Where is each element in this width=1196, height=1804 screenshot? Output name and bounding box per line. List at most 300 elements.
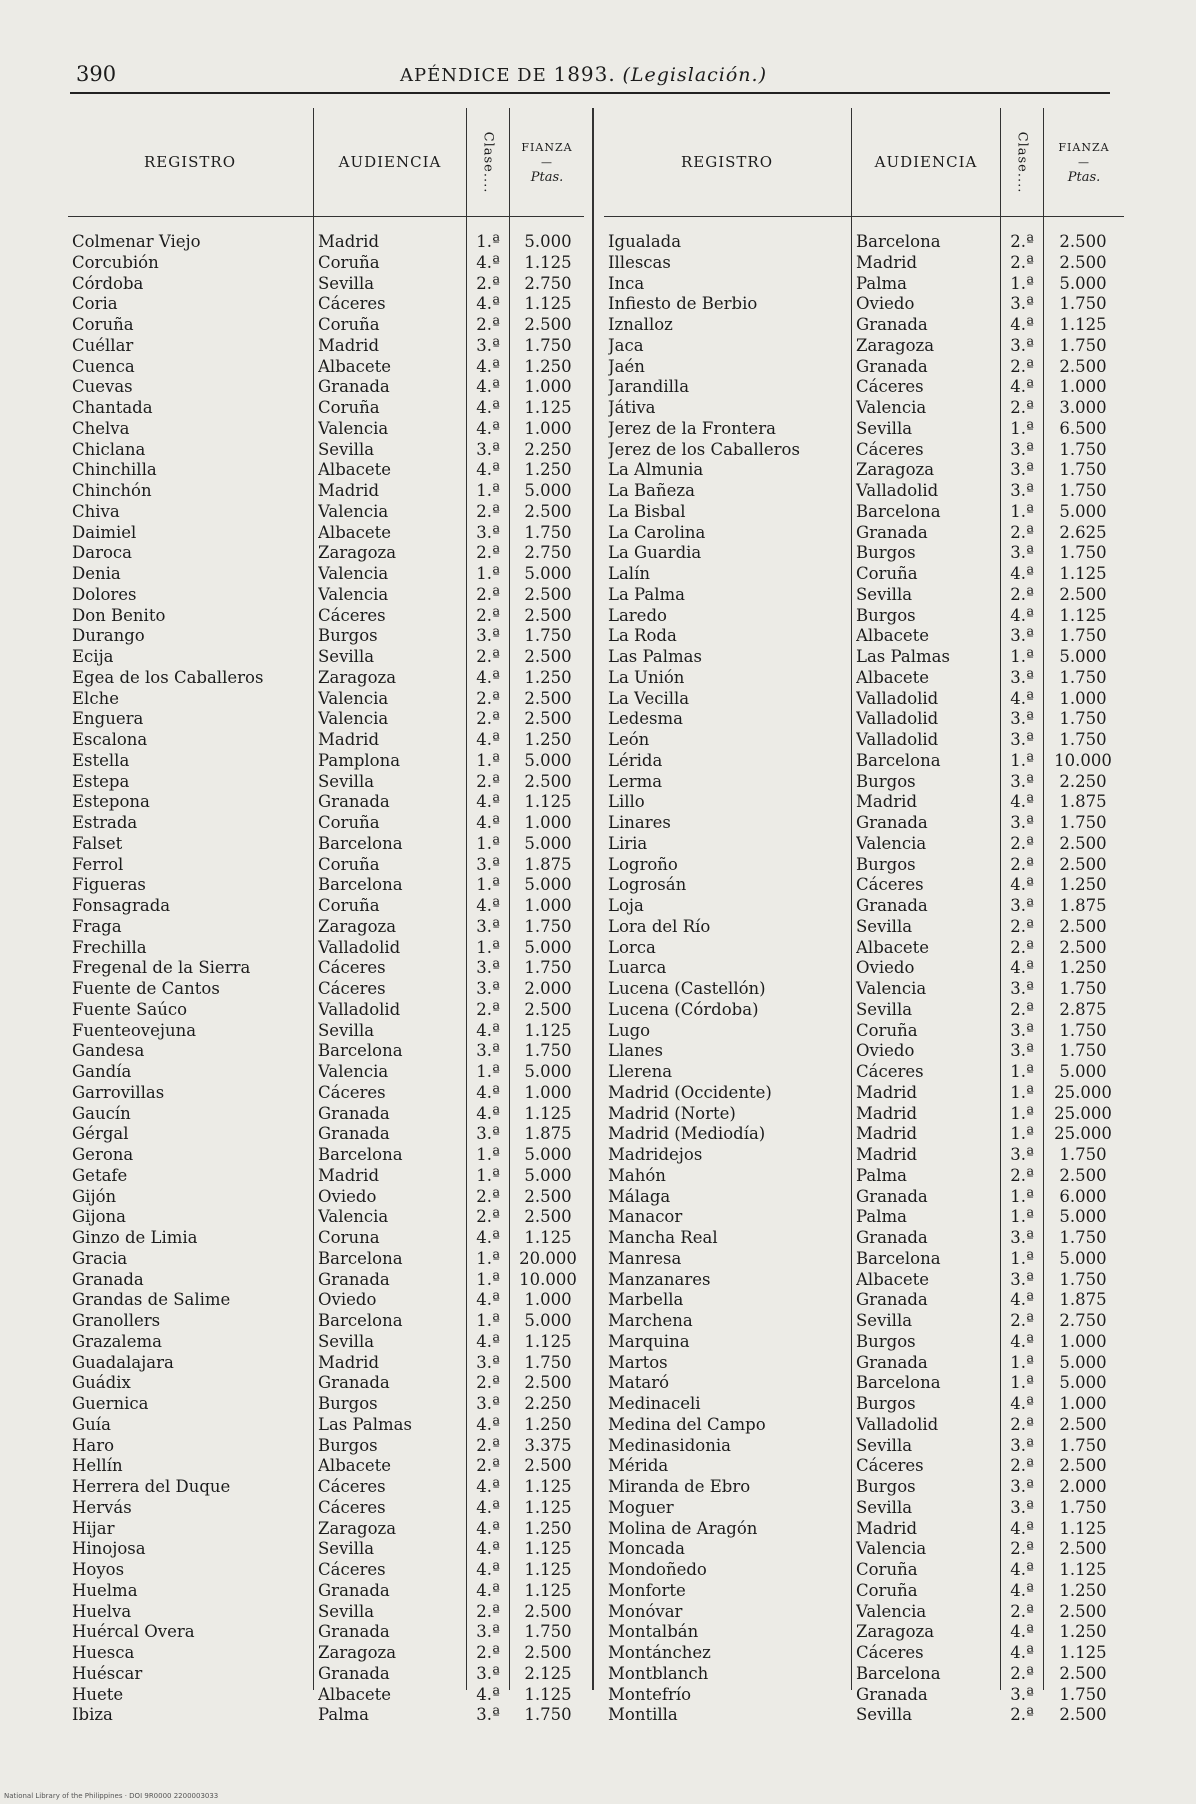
audiencia-cell: Zaragoza xyxy=(856,460,935,480)
fianza-cell: 1.125 xyxy=(524,1331,572,1351)
fianza-cell: 1.125 xyxy=(524,294,572,314)
clase-cell: 2.ª xyxy=(1010,1165,1034,1185)
clase-cell: 3.ª xyxy=(1010,335,1034,355)
audiencia-cell: Burgos xyxy=(318,1435,378,1455)
audiencia-cell: Sevilla xyxy=(856,916,913,936)
clase-cell: 3.ª xyxy=(1010,1020,1034,1040)
clase-cell: 2.ª xyxy=(476,1601,500,1621)
table-row xyxy=(604,1498,1124,1519)
clase-cell: 3.ª xyxy=(476,626,500,646)
fianza-cell: 2.750 xyxy=(524,543,572,563)
audiencia-cell: Cáceres xyxy=(856,1062,924,1081)
registro-cell: Laredo xyxy=(608,605,667,625)
registro-cell: Hellín xyxy=(72,1456,123,1476)
registro-cell: Haro xyxy=(72,1435,115,1455)
fianza-cell: 5.000 xyxy=(1059,1248,1107,1268)
clase-cell: 1.ª xyxy=(476,1248,500,1268)
audiencia-cell: Madrid xyxy=(318,1352,380,1372)
fianza-cell: 1.000 xyxy=(1059,688,1107,708)
fianza-cell: 2.500 xyxy=(1059,854,1107,874)
table-row xyxy=(604,543,1124,564)
fianza-cell: 2.875 xyxy=(1059,999,1107,1019)
clase-cell: 4.ª xyxy=(1010,875,1034,895)
table-row xyxy=(68,1539,584,1560)
table-row xyxy=(68,751,584,772)
table-row xyxy=(604,855,1124,876)
registro-cell: Montalbán xyxy=(608,1622,699,1642)
audiencia-cell: Pamplona xyxy=(318,750,401,770)
registro-cell: Chinchón xyxy=(72,481,152,500)
table-row xyxy=(68,689,584,710)
table-row xyxy=(604,336,1124,357)
registro-cell: Lillo xyxy=(608,792,645,812)
audiencia-cell: Granada xyxy=(856,1290,928,1310)
clase-cell: 3.ª xyxy=(1010,543,1034,563)
clase-cell: 4.ª xyxy=(476,356,500,376)
col-fianza-label: FIANZA xyxy=(521,140,573,154)
audiencia-cell: Coruña xyxy=(318,398,380,417)
clase-cell: 2.ª xyxy=(476,605,500,625)
fianza-cell: 1.125 xyxy=(524,1020,572,1040)
table-row xyxy=(604,1602,1124,1623)
audiencia-cell: Coruña xyxy=(318,854,380,874)
fianza-cell: 1.750 xyxy=(1059,1269,1107,1289)
fianza-cell: 1.250 xyxy=(524,1518,572,1538)
left-table-body xyxy=(68,232,584,1726)
registro-cell: Madrid (Occidente) xyxy=(608,1082,772,1102)
clase-cell: 3.ª xyxy=(476,958,500,978)
table-row xyxy=(604,1519,1124,1540)
registro-cell: Gijona xyxy=(72,1207,126,1227)
table-row xyxy=(68,1083,584,1104)
table-row xyxy=(604,606,1124,627)
registro-cell: Coria xyxy=(72,294,118,314)
clase-cell: 2.ª xyxy=(476,771,500,791)
audiencia-cell: Madrid xyxy=(856,1124,918,1144)
table-row xyxy=(604,1021,1124,1042)
col-fianza-right-label: FIANZA xyxy=(1058,140,1110,154)
clase-cell: 2.ª xyxy=(476,1207,500,1227)
table-row xyxy=(68,1207,584,1228)
fianza-cell: 1.750 xyxy=(524,626,572,646)
clase-cell: 2.ª xyxy=(1010,916,1034,936)
clase-cell: 3.ª xyxy=(1010,1041,1034,1061)
table-row xyxy=(68,813,584,834)
clase-cell: 1.ª xyxy=(476,1145,500,1164)
fianza-cell: 1.125 xyxy=(1059,1643,1107,1662)
audiencia-cell: Zaragoza xyxy=(318,543,397,563)
fianza-cell: 5.000 xyxy=(524,1062,572,1081)
table-row xyxy=(68,668,584,689)
audiencia-cell: Cáceres xyxy=(318,605,386,625)
registro-cell: Hijar xyxy=(72,1518,115,1538)
table-row xyxy=(604,1622,1124,1643)
table-row xyxy=(604,834,1124,855)
audiencia-cell: Cáceres xyxy=(856,1643,924,1662)
left-table xyxy=(68,108,584,1725)
col-registro-right: REGISTRO xyxy=(680,153,774,171)
clase-cell: 3.ª xyxy=(476,1622,500,1642)
audiencia-cell: Sevilla xyxy=(856,1497,913,1517)
audiencia-cell: Sevilla xyxy=(856,999,913,1019)
table-row xyxy=(68,1664,584,1685)
clase-cell: 2.ª xyxy=(476,1643,500,1662)
table-row xyxy=(68,1124,584,1145)
fianza-cell: 2.500 xyxy=(1059,1456,1107,1476)
registro-cell: Granada xyxy=(72,1269,144,1289)
audiencia-cell: Sevilla xyxy=(856,418,913,438)
fianza-cell: 1.125 xyxy=(524,1560,572,1579)
table-row xyxy=(604,730,1124,751)
fianza-cell: 2.500 xyxy=(524,1643,572,1662)
fianza-cell: 1.125 xyxy=(1059,1560,1107,1579)
clase-cell: 3.ª xyxy=(1010,439,1034,459)
audiencia-cell: Albacete xyxy=(856,937,929,957)
fianza-cell: 1.750 xyxy=(1059,481,1107,500)
clase-cell: 4.ª xyxy=(476,460,500,480)
table-row xyxy=(68,626,584,647)
registro-cell: Linares xyxy=(608,813,671,832)
table-row xyxy=(68,1021,584,1042)
table-row xyxy=(68,792,584,813)
title-year: 1893. xyxy=(553,62,616,86)
fianza-cell: 5.000 xyxy=(524,1145,572,1164)
table-row xyxy=(604,875,1124,896)
table-row xyxy=(68,1602,584,1623)
fianza-cell: 1.750 xyxy=(524,1622,572,1642)
fianza-cell: 2.500 xyxy=(524,1186,572,1206)
fianza-cell: 5.000 xyxy=(524,232,572,251)
clase-cell: 1.ª xyxy=(476,875,500,895)
audiencia-cell: Madrid xyxy=(318,481,380,500)
table-row xyxy=(68,232,584,253)
fianza-cell: 1.250 xyxy=(524,460,572,480)
registro-cell: Coruña xyxy=(72,315,134,334)
registro-cell: Garrovillas xyxy=(72,1082,165,1102)
audiencia-cell: Coruña xyxy=(856,1020,918,1040)
clase-cell: 4.ª xyxy=(476,252,500,272)
audiencia-cell: Granada xyxy=(318,1373,390,1393)
clase-cell: 1.ª xyxy=(1010,1124,1034,1144)
registro-cell: Lora del Río xyxy=(608,916,711,936)
col-clase-right-label: Clase.... xyxy=(1014,131,1030,193)
fianza-cell: 1.750 xyxy=(1059,543,1107,563)
audiencia-cell: Granada xyxy=(318,1269,390,1289)
fianza-cell: 1.250 xyxy=(524,730,572,749)
clase-cell: 4.ª xyxy=(476,1580,500,1600)
table-row xyxy=(604,647,1124,668)
fianza-cell: 1.750 xyxy=(524,1705,572,1725)
fianza-cell: 1.750 xyxy=(1059,460,1107,480)
audiencia-cell: Oviedo xyxy=(856,958,915,978)
clase-cell: 1.ª xyxy=(476,1062,500,1081)
clase-cell: 4.ª xyxy=(476,1518,500,1538)
clase-cell: 4.ª xyxy=(1010,1331,1034,1351)
fianza-cell: 1.750 xyxy=(524,335,572,355)
column-separator xyxy=(592,108,594,1690)
registro-cell: Málaga xyxy=(608,1186,671,1206)
registro-cell: Cuevas xyxy=(72,377,133,397)
registro-cell: Gandesa xyxy=(72,1041,145,1061)
audiencia-cell: Sevilla xyxy=(318,771,375,791)
fianza-cell: 1.000 xyxy=(524,377,572,397)
audiencia-cell: Madrid xyxy=(856,792,918,812)
audiencia-cell: Granada xyxy=(318,1124,390,1144)
registro-cell: Fuenteovejuna xyxy=(72,1020,197,1040)
clase-cell: 1.ª xyxy=(1010,1248,1034,1268)
fianza-cell: 1.250 xyxy=(524,1414,572,1434)
registro-cell: Getafe xyxy=(72,1165,128,1185)
registro-cell: Mancha Real xyxy=(608,1228,718,1247)
table-row xyxy=(604,1539,1124,1560)
clase-cell: 1.ª xyxy=(476,481,500,500)
table-row xyxy=(68,709,584,730)
audiencia-cell: Madrid xyxy=(856,1145,918,1164)
registro-cell: Medinaceli xyxy=(608,1394,701,1413)
audiencia-cell: Valencia xyxy=(856,833,927,853)
fianza-cell: 2.250 xyxy=(1059,771,1107,791)
table-row xyxy=(68,543,584,564)
registro-cell: Mérida xyxy=(608,1456,669,1476)
table-row xyxy=(604,792,1124,813)
audiencia-cell: Sevilla xyxy=(318,1601,375,1621)
clase-cell: 3.ª xyxy=(1010,1145,1034,1164)
left-table-header xyxy=(68,108,584,217)
audiencia-cell: Oviedo xyxy=(856,294,915,314)
registro-cell: Guernica xyxy=(72,1394,149,1413)
audiencia-cell: Granada xyxy=(856,896,928,915)
clase-cell: 3.ª xyxy=(476,439,500,459)
registro-cell: Egea de los Caballeros xyxy=(72,667,264,687)
audiencia-cell: Coruña xyxy=(856,1580,918,1600)
audiencia-cell: Valencia xyxy=(856,398,927,417)
fianza-cell: 2.500 xyxy=(524,1373,572,1393)
registro-cell: Gijón xyxy=(72,1186,117,1206)
clase-cell: 4.ª xyxy=(1010,792,1034,812)
registro-cell: Fonsagrada xyxy=(72,896,171,915)
audiencia-cell: Valladolid xyxy=(856,1414,939,1434)
clase-cell: 4.ª xyxy=(1010,1643,1034,1662)
col-registro: REGISTRO xyxy=(143,153,237,171)
table-row xyxy=(68,502,584,523)
fianza-cell: 25.000 xyxy=(1054,1103,1112,1123)
audiencia-cell: Granada xyxy=(856,1186,928,1206)
fianza-cell: 2.500 xyxy=(1059,1539,1107,1559)
registro-cell: Colmenar Viejo xyxy=(72,232,201,251)
audiencia-cell: Barcelona xyxy=(318,1311,403,1330)
registro-cell: Jarandilla xyxy=(608,377,690,397)
audiencia-cell: Palma xyxy=(856,1207,907,1227)
clase-cell: 3.ª xyxy=(476,916,500,936)
clase-cell: 1.ª xyxy=(1010,273,1034,293)
registro-cell: Hinojosa xyxy=(72,1539,146,1559)
table-row xyxy=(604,1436,1124,1457)
audiencia-cell: Cáceres xyxy=(856,1456,924,1476)
fianza-cell: 1.125 xyxy=(524,398,572,417)
fianza-cell: 2.500 xyxy=(1059,1414,1107,1434)
clase-cell: 2.ª xyxy=(476,584,500,604)
fianza-cell: 1.000 xyxy=(1059,1331,1107,1351)
audiencia-cell: Coruña xyxy=(318,252,380,272)
registro-cell: Fuente Saúco xyxy=(72,999,188,1019)
audiencia-cell: Barcelona xyxy=(856,232,941,251)
audiencia-cell: Cáceres xyxy=(318,1560,386,1579)
table-row xyxy=(604,896,1124,917)
audiencia-cell: Sevilla xyxy=(318,1539,375,1559)
table-row xyxy=(68,1249,584,1270)
clase-cell: 2.ª xyxy=(476,709,500,729)
clase-cell: 2.ª xyxy=(1010,584,1034,604)
audiencia-cell: Sevilla xyxy=(856,584,913,604)
fianza-cell: 1.125 xyxy=(1059,564,1107,583)
registro-cell: Huesca xyxy=(72,1643,135,1662)
table-row xyxy=(604,1290,1124,1311)
table-row xyxy=(68,1290,584,1311)
registro-cell: Llerena xyxy=(608,1062,673,1081)
fianza-cell: 2.000 xyxy=(524,979,572,998)
registro-cell: Don Benito xyxy=(72,605,166,625)
registro-cell: La Roda xyxy=(608,626,677,646)
table-row xyxy=(68,377,584,398)
fianza-cell: 1.000 xyxy=(524,896,572,915)
clase-cell: 3.ª xyxy=(476,1394,500,1413)
title-section: (Legislación.) xyxy=(622,64,767,86)
audiencia-cell: Madrid xyxy=(318,335,380,355)
fianza-cell: 1.000 xyxy=(1059,1394,1107,1413)
fianza-cell: 1.250 xyxy=(1059,875,1107,895)
fianza-cell: 1.750 xyxy=(1059,1020,1107,1040)
fianza-cell: 1.750 xyxy=(524,958,572,978)
clase-cell: 3.ª xyxy=(476,1663,500,1683)
table-row xyxy=(68,896,584,917)
fianza-cell: 1.875 xyxy=(1059,1290,1107,1310)
clase-cell: 4.ª xyxy=(476,1020,500,1040)
registro-cell: Lugo xyxy=(608,1020,651,1040)
audiencia-cell: Valladolid xyxy=(318,937,401,957)
table-row xyxy=(604,1187,1124,1208)
clase-cell: 4.ª xyxy=(476,1290,500,1310)
fianza-cell: 2.500 xyxy=(524,605,572,625)
table-row xyxy=(604,315,1124,336)
right-table xyxy=(604,108,1124,1725)
registro-cell: La Palma xyxy=(608,584,685,604)
clase-cell: 2.ª xyxy=(1010,1539,1034,1559)
clase-cell: 2.ª xyxy=(1010,937,1034,957)
audiencia-cell: Sevilla xyxy=(856,1705,913,1725)
audiencia-cell: Valladolid xyxy=(318,999,401,1019)
audiencia-cell: Cáceres xyxy=(318,294,386,314)
registro-cell: Fraga xyxy=(72,916,122,936)
table-row xyxy=(68,398,584,419)
col-clase-right xyxy=(1002,108,1042,216)
clase-cell: 3.ª xyxy=(1010,730,1034,749)
table-row xyxy=(68,1581,584,1602)
clase-cell: 2.ª xyxy=(1010,232,1034,251)
audiencia-cell: Valencia xyxy=(856,1601,927,1621)
col-clase-label: Clase.... xyxy=(480,131,496,193)
audiencia-cell: Albacete xyxy=(318,1684,391,1704)
table-row xyxy=(604,626,1124,647)
fianza-cell: 5.000 xyxy=(524,1311,572,1330)
clase-cell: 2.ª xyxy=(1010,833,1034,853)
clase-cell: 4.ª xyxy=(476,1497,500,1517)
fianza-cell: 1.125 xyxy=(524,1539,572,1559)
registro-cell: Lérida xyxy=(608,750,663,770)
fianza-cell: 5.000 xyxy=(524,564,572,583)
clase-cell: 4.ª xyxy=(1010,564,1034,583)
audiencia-cell: Coruna xyxy=(318,1228,380,1247)
clase-cell: 2.ª xyxy=(476,999,500,1019)
audiencia-cell: Zaragoza xyxy=(856,335,935,355)
table-row xyxy=(68,834,584,855)
audiencia-cell: Granada xyxy=(856,315,928,334)
registro-cell: Marquina xyxy=(608,1331,690,1351)
table-row xyxy=(68,1041,584,1062)
page-header xyxy=(70,60,1110,90)
page-number: 390 xyxy=(76,62,117,86)
clase-cell: 3.ª xyxy=(476,1705,500,1725)
table-row xyxy=(604,481,1124,502)
table-row xyxy=(68,336,584,357)
table-row xyxy=(604,1270,1124,1291)
clase-cell: 2.ª xyxy=(476,647,500,666)
fianza-cell: 5.000 xyxy=(524,875,572,895)
registro-cell: Ferrol xyxy=(72,854,124,874)
registro-cell: Moguer xyxy=(608,1497,674,1517)
clase-cell: 1.ª xyxy=(476,1269,500,1289)
fianza-cell: 2.500 xyxy=(524,501,572,521)
audiencia-cell: Valencia xyxy=(318,1062,389,1081)
fianza-cell: 10.000 xyxy=(1054,750,1112,770)
fianza-cell: 2.500 xyxy=(524,315,572,334)
audiencia-cell: Albacete xyxy=(856,626,929,646)
clase-cell: 2.ª xyxy=(476,688,500,708)
fianza-cell: 3.000 xyxy=(1059,398,1107,417)
audiencia-cell: Barcelona xyxy=(318,875,403,895)
registro-cell: Játiva xyxy=(608,398,656,417)
fianza-cell: 5.000 xyxy=(524,833,572,853)
registro-cell: Chiclana xyxy=(72,439,146,459)
registro-cell: Lucena (Castellón) xyxy=(608,979,766,998)
fianza-cell: 1.250 xyxy=(1059,1580,1107,1600)
registro-cell: Granollers xyxy=(72,1311,161,1330)
fianza-cell: 2.500 xyxy=(1059,1663,1107,1683)
registro-cell: Gérgal xyxy=(72,1124,129,1144)
fianza-cell: 1.750 xyxy=(1059,813,1107,832)
fianza-cell: 1.125 xyxy=(524,1228,572,1247)
registro-cell: Ibiza xyxy=(72,1705,113,1725)
audiencia-cell: Granada xyxy=(318,1103,390,1123)
table-row xyxy=(68,1000,584,1021)
fianza-cell: 1.125 xyxy=(524,1103,572,1123)
registro-cell: Enguera xyxy=(72,709,144,729)
table-row xyxy=(604,460,1124,481)
audiencia-cell: Valencia xyxy=(318,564,389,583)
fianza-cell: 5.000 xyxy=(524,937,572,957)
fianza-cell: 2.500 xyxy=(1059,584,1107,604)
table-row xyxy=(68,1477,584,1498)
table-row xyxy=(68,1560,584,1581)
table-row xyxy=(68,1519,584,1540)
fianza-cell: 5.000 xyxy=(1059,1062,1107,1081)
clase-cell: 3.ª xyxy=(476,854,500,874)
fianza-cell: 2.500 xyxy=(524,647,572,666)
clase-cell: 3.ª xyxy=(1010,979,1034,998)
registro-cell: Fuente de Cantos xyxy=(72,979,220,998)
fianza-cell: 10.000 xyxy=(519,1269,577,1289)
audiencia-cell: Valencia xyxy=(318,709,389,729)
table-row xyxy=(604,1664,1124,1685)
